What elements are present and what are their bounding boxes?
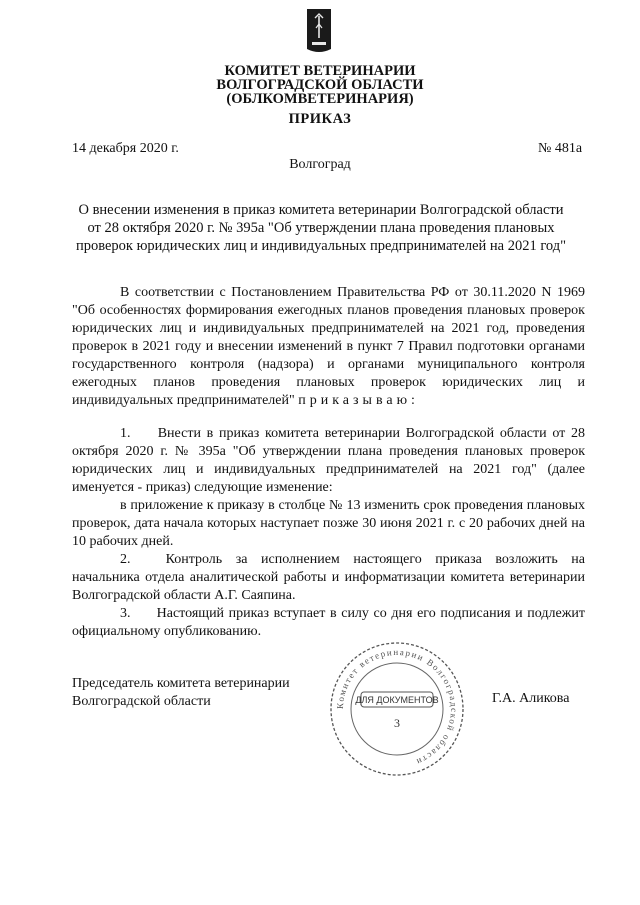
stamp-arc-text: Комитет ветеринарии Волгоградской области — [334, 646, 460, 768]
organization-name — [0, 64, 640, 106]
subject-line-1: О внесении изменения в приказ комитета ветеринарии Волгоградской области — [78, 202, 564, 218]
item-3-number: 3. — [120, 606, 131, 621]
item-2-paragraph — [72, 551, 585, 605]
org-line-3: (ОБЛКОМВЕТЕРИНАРИЯ) — [226, 91, 414, 107]
order-city: Волгоград — [289, 157, 351, 172]
signer-position-line-1: Председатель комитета ветеринарии — [72, 676, 290, 691]
subject-line-2: от 28 октября 2020 г. № 395а "Об утверждении плана проведения плановых — [87, 220, 555, 236]
order-body — [72, 284, 585, 641]
item-2-number: 2. — [120, 552, 131, 567]
item-3-text: Настоящий приказ вступает в силу со дня его подписания и подлежит официальному опубликованию. — [72, 606, 586, 639]
document-type-title: ПРИКАЗ — [288, 111, 352, 127]
signer-position — [72, 675, 290, 711]
org-line-2: ВОЛГОГРАДСКОЙ ОБЛАСТИ — [216, 77, 424, 93]
order-date: 14 декабря 2020 г. — [72, 141, 179, 156]
preamble-paragraph — [72, 284, 585, 410]
order-number: № 481а — [538, 141, 583, 156]
org-line-1: КОМИТЕТ ВЕТЕРИНАРИИ — [224, 63, 416, 79]
item-1-text: Внести в приказ комитета ветеринарии Волгоградской области от 28 октября 2020 г. № 395а "Об утверждении плана проведения плановых проверок юридических лиц и индивидуальных предпринимателей на 2021 год" (далее именуется - приказ) следующие изменение: — [72, 426, 585, 495]
official-stamp — [327, 639, 467, 779]
item-2-text: Контроль за исполнением настоящего приказа возложить на начальника отдела аналитической работы и информатизации комитета ветеринарии Волгоградской области А.Г. Саяпина. — [72, 552, 586, 603]
stamp-center-text: ДЛЯ ДОКУМЕНТОВ — [355, 695, 439, 705]
preamble-text: В соответствии с Постановлением Правительства РФ от 30.11.2020 N 1969 "Об особенностях формирования ежегодных планов проведения плановых проверок юридических лиц и индивидуальных предпринимателей на 2021 год, проведения проверок в 2021 году и внесении изменений в пункт 7 Правил подготовки органами государственного контроля (надзора) и органами муниципального контроля ежегодных планов проведения плановых проверок юридических лиц и индивидуальных предпринимателей" — [72, 285, 585, 408]
signer-position-line-2: Волгоградской области — [72, 694, 211, 709]
order-subject — [60, 201, 582, 255]
signer-name: Г.А. Аликова — [492, 691, 570, 706]
item-3-paragraph — [72, 605, 585, 641]
item-1-paragraph — [72, 425, 585, 497]
item-1-subparagraph: в приложение к приказу в столбце № 13 изменить срок проведения плановых проверок, дата начала которых наступает позже 30 июня 2021 г. с 20 рабочих дней на 10 рабочих дней. — [72, 498, 585, 549]
subject-line-3: проверок юридических лиц и индивидуальных предпринимателей на 2021 год" — [75, 238, 567, 254]
coat-of-arms-icon — [306, 8, 332, 54]
preamble-verb: приказываю: — [298, 393, 419, 408]
stamp-number: 3 — [394, 716, 400, 730]
item-1-number: 1. — [120, 426, 131, 441]
